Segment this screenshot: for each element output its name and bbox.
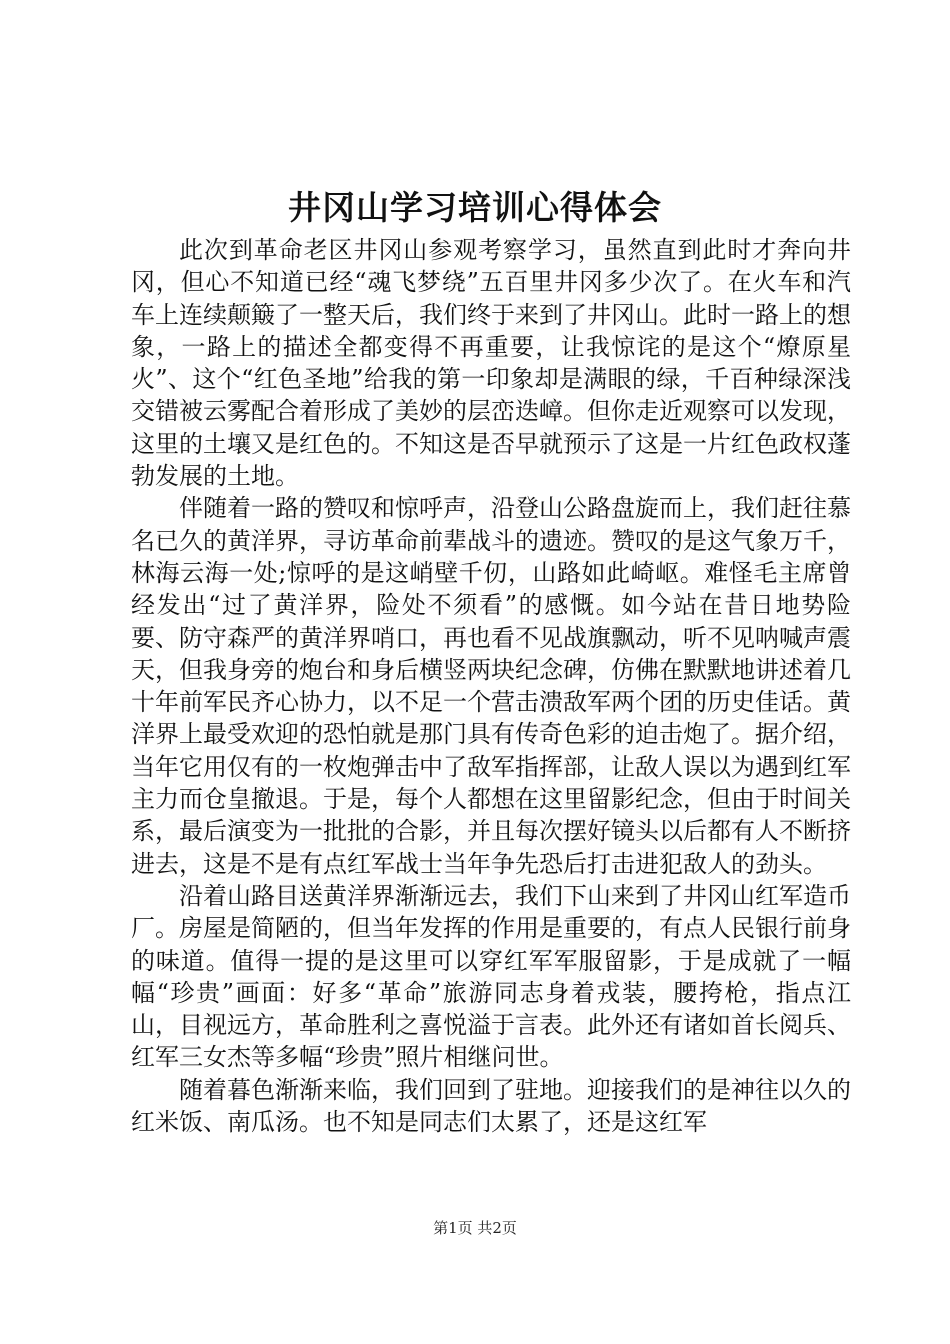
paragraph: 沿着山路目送黄洋界渐渐远去，我们下山来到了井冈山红军造币厂。房屋是简陋的，但当年发挥的作用是重要的，有点人民银行前身的味道。值得一提的是这里可以穿红军军服留影，于是成就了一幅幅“珍贵”画面：好多“革命”旅游同志身着戎装，腰挎枪，指点江山，目视远方，革命胜利之喜悦溢于言表。此外还有诸如首长阅兵、红军三女杰等多幅“珍贵”照片相继问世。	[131, 881, 851, 1072]
paragraph: 伴随着一路的赞叹和惊呼声，沿登山公路盘旋而上，我们赶往慕名已久的黄洋界，寻访革命前辈战斗的遗迹。赞叹的是这气象万千，林海云海一处;惊呼的是这峭壁千仞，山路如此崎岖。难怪毛主席曾经发出“过了黄洋界，险处不须看”的感慨。如今站在昔日地势险要、防守森严的黄洋界哨口，再也看不见战旗飘动，听不见呐喊声震天，但我身旁的炮台和身后横竖两块纪念碑，仿佛在默默地讲述着几十年前军民齐心协力，以不足一个营击溃敌军两个团的历史佳话。黄洋界上最受欢迎的恐怕就是那门具有传奇色彩的迫击炮了。据介绍，当年它用仅有的一枚炮弹击中了敌军指挥部，让敌人误以为遇到红军主力而仓皇撤退。于是，每个人都想在这里留影纪念，但由于时间关系，最后演变为一批批的合影，并且每次摆好镜头以后都有人不断挤进去，这是不是有点红军战士当年争先恐后打击进犯敌人的劲头。	[131, 494, 851, 878]
paragraph: 此次到革命老区井冈山参观考察学习，虽然直到此时才奔向井冈，但心不知道已经“魂飞梦绕”五百里井冈多少次了。在火车和汽车上连续颠簸了一整天后，我们终于来到了井冈山。此时一路上的想象，一路上的描述全都变得不再重要，让我惊诧的是这个“燎原星火”、这个“红色圣地”给我的第一印象却是满眼的绿，千百种绿深浅交错被云雾配合着形成了美妙的层峦迭嶂。但你走近观察可以发现，这里的土壤又是红色的。不知这是否早就预示了这是一片红色政权蓬勃发展的土地。	[131, 236, 851, 491]
paragraph: 随着暮色渐渐来临，我们回到了驻地。迎接我们的是神往以久的红米饭、南瓜汤。也不知是同志们太累了，还是这红军	[131, 1075, 851, 1137]
document-body	[131, 234, 851, 1138]
page-footer: 第1页 共2页	[433, 1219, 517, 1237]
document-title: 井冈山学习培训心得体会	[288, 188, 662, 227]
